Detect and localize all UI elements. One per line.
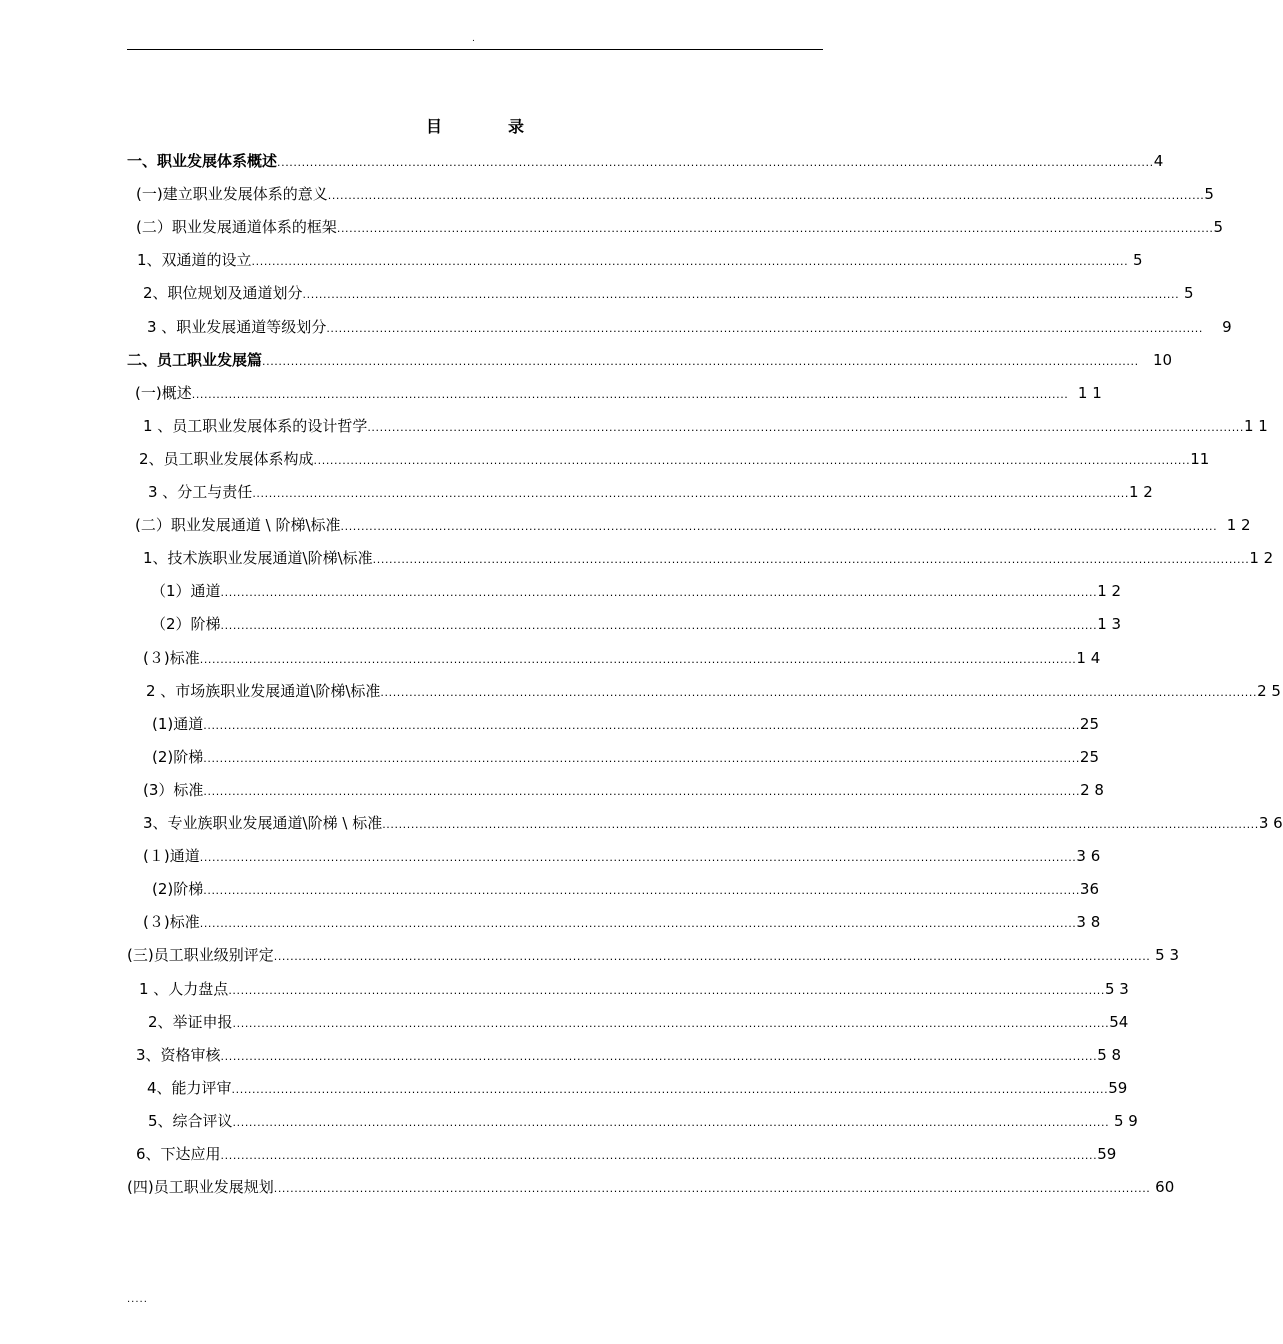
toc-entry-page: 9 [1203, 317, 1232, 336]
toc-entry-page: 5 [1204, 185, 1214, 204]
toc-entry[interactable] [143, 414, 1268, 438]
toc-entry-text: (三)员工职业级别评定 [127, 946, 274, 965]
toc-entry-text: (二）职业发展通道 \ 阶梯\标准 [135, 516, 341, 535]
toc-entry-page: 5 [1213, 218, 1224, 237]
toc-leader-dots: ...................................................................................................................................................................................................................... [251, 255, 1129, 269]
toc-leader-dots: ...................................................................................................................................................................................................................... [220, 1149, 1098, 1162]
toc-entry-page: 59 [1097, 1145, 1117, 1163]
toc-entry-page: 1 4 [1076, 648, 1101, 667]
toc-leader-dots: ...................................................................................................................................................................................................................... [273, 1182, 1151, 1196]
toc-leader-dots: ...................................................................................................................................................................................................................... [372, 553, 1250, 567]
toc-entry-page: 2 8 [1080, 780, 1104, 799]
toc-entry-text: 6、下达应用 [136, 1145, 221, 1163]
toc-entry[interactable] [136, 1043, 1122, 1067]
toc-entry[interactable] [143, 281, 1194, 305]
toc-entry-page: 60 [1150, 1178, 1175, 1197]
toc-title-right: 录 [508, 117, 525, 136]
toc-entry-text: (１)通道 [143, 847, 200, 866]
toc-leader-dots: ...................................................................................................................................................................................................................... [382, 818, 1259, 831]
toc-entry-page: 36 [1079, 880, 1100, 899]
header-mark: . [472, 34, 475, 44]
toc-leader-dots: ...................................................................................................................................................................................................................... [252, 487, 1129, 500]
toc-entry-page: 5 8 [1097, 1045, 1122, 1064]
toc-entry[interactable] [152, 877, 1100, 901]
toc-entry-page: 1 1 [1244, 416, 1268, 435]
toc-entry[interactable] [135, 381, 1102, 405]
toc-leader-dots: ...................................................................................................................................................................................................................... [203, 784, 1081, 798]
toc-entry-text: 1 、人力盘点 [139, 979, 229, 998]
toc-entry-text: 3、资格审核 [136, 1045, 221, 1064]
toc-entry-text: (一)概述 [135, 383, 192, 402]
toc-leader-dots: ...................................................................................................................................................................................................................... [199, 652, 1077, 666]
toc-entry-page: 5 [1179, 284, 1194, 303]
toc-entry-page: 5 3 [1150, 946, 1180, 965]
toc-entry-text: 2 、市场族职业发展通道\阶梯\标准 [146, 681, 381, 700]
toc-entry-page: 25 [1079, 747, 1100, 766]
toc-entry[interactable] [136, 1142, 1117, 1166]
toc-leader-dots: ...................................................................................................................................................................................................................... [220, 619, 1098, 633]
toc-entry-text: 4、能力评审 [147, 1078, 232, 1097]
toc-entry-text: (3）标准 [143, 780, 204, 799]
toc-leader-dots: ...................................................................................................................................................................................................................... [262, 354, 1139, 368]
toc-entry[interactable] [127, 943, 1180, 967]
toc-entry-page: 1 2 [1097, 582, 1122, 601]
toc-entry-page: 3 6 [1076, 847, 1101, 866]
toc-entry[interactable] [136, 215, 1224, 239]
toc-title-left: 目 [425, 117, 442, 136]
toc-leader-dots: ...................................................................................................................................................................................................................... [336, 222, 1214, 236]
toc-entry[interactable] [152, 745, 1100, 769]
toc-entry-text: （2）阶梯 [151, 615, 221, 634]
toc-entry-text: 一、职业发展体系概述 [127, 152, 278, 170]
toc-leader-dots: ...................................................................................................................................................................................................................... [326, 321, 1203, 335]
toc-leader-dots: ...................................................................................................................................................................................................................... [313, 453, 1191, 467]
toc-entry[interactable] [147, 1076, 1128, 1100]
toc-entry[interactable] [137, 248, 1143, 272]
toc-entry[interactable] [151, 579, 1122, 603]
toc-leader-dots: ...................................................................................................................................................................................................................... [231, 1082, 1109, 1096]
toc-entry-text: 二、员工职业发展篇 [127, 350, 263, 369]
toc-entry[interactable] [143, 778, 1104, 802]
toc-entry-text: (３)标准 [143, 913, 200, 932]
toc-entry-page: 1 1 [1068, 383, 1102, 402]
toc-leader-dots: ...................................................................................................................................................................................................................... [340, 520, 1218, 534]
toc-leader-dots: ...................................................................................................................................................................................................................... [273, 950, 1151, 964]
toc-entry-text: (四)员工职业发展规划 [127, 1178, 274, 1197]
toc-entry-text: (一)建立职业发展体系的意义 [136, 185, 328, 204]
toc-entry-page: 25 [1079, 714, 1100, 733]
toc-entry-text: 1、技术族职业发展通道\阶梯\标准 [143, 549, 373, 568]
toc-entry-text: 3 、职业发展通道等级划分 [147, 317, 327, 336]
toc-entry[interactable] [139, 447, 1210, 471]
toc-entry-text: 3、专业族职业发展通道\阶梯 \ 标准 [143, 814, 383, 832]
toc-leader-dots: ...................................................................................................................................................................................................................... [367, 420, 1244, 434]
toc-entry-text: 1 、员工职业发展体系的设计哲学 [143, 416, 368, 435]
toc-entry-page: 4 [1153, 152, 1164, 170]
toc-entry-text: 1、双通道的设立 [137, 251, 252, 270]
toc-entry[interactable] [136, 182, 1214, 206]
toc-entry-page: 1 2 [1217, 516, 1251, 535]
toc-leader-dots: ...................................................................................................................................................................................................................... [199, 917, 1077, 931]
toc-entry[interactable] [143, 646, 1101, 670]
toc-leader-dots: ...................................................................................................................................................................................................................... [228, 983, 1105, 997]
toc-entry[interactable] [139, 977, 1129, 1001]
toc-leader-dots: ...................................................................................................................................................................................................................... [302, 288, 1180, 302]
toc-leader-dots: ...................................................................................................................................................................................................................... [203, 751, 1080, 765]
toc-leader-dots: ...................................................................................................................................................................................................................... [203, 718, 1080, 732]
toc-entry-text: (３)标准 [143, 648, 200, 667]
toc-entry-page: 5 9 [1109, 1111, 1138, 1130]
toc-entry[interactable] [143, 844, 1101, 868]
toc-entry[interactable] [127, 149, 1164, 173]
toc-entry-text: 2、职位规划及通道划分 [143, 284, 303, 303]
toc-entry[interactable] [148, 1109, 1138, 1133]
toc-leader-dots: ...................................................................................................................................................................................................................... [199, 851, 1077, 865]
toc-entry[interactable] [127, 348, 1173, 372]
toc-entry-text: 2、举证申报 [148, 1012, 233, 1031]
toc-leader-dots: ...................................................................................................................................................................................................................... [220, 1049, 1098, 1063]
toc-entry[interactable] [143, 910, 1101, 934]
toc-entry-text: 3 、分工与责任 [148, 483, 253, 501]
toc-entry[interactable] [127, 1175, 1175, 1199]
toc-leader-dots: ...................................................................................................................................................................................................................... [327, 189, 1205, 203]
toc-entry[interactable] [147, 315, 1232, 339]
toc-entry-page: 3 8 [1076, 913, 1101, 932]
toc-entry-page: 1 2 [1128, 483, 1153, 501]
toc-entry-text: 2、员工职业发展体系构成 [139, 449, 314, 468]
toc-leader-dots: ...................................................................................................................................................................................................................... [380, 685, 1258, 699]
toc-entry-page: 1 2 [1249, 549, 1274, 568]
toc-entry-page: 11 [1190, 449, 1210, 468]
toc-leader-dots: ...................................................................................................................................................................................................................... [232, 1115, 1110, 1129]
toc-entry-text: 5、综合评议 [148, 1111, 233, 1130]
toc-entry-page: 2 5 [1257, 681, 1281, 700]
toc-entry[interactable] [135, 513, 1251, 537]
toc-entry-page: 1 3 [1097, 615, 1122, 634]
toc-entry[interactable] [152, 712, 1100, 736]
toc-entry[interactable] [148, 480, 1153, 504]
toc-entry-text: (2)阶梯 [152, 747, 204, 766]
toc-entry-page: 3 6 [1258, 814, 1283, 832]
toc-entry[interactable] [146, 679, 1281, 703]
toc-entry-page: 5 [1128, 251, 1143, 270]
toc-entry[interactable] [143, 546, 1274, 570]
toc-entry-page: 59 [1108, 1078, 1128, 1097]
toc-entry-text: (二）职业发展通道体系的框架 [136, 218, 337, 237]
toc-entry-page: 5 3 [1104, 979, 1129, 998]
toc-leader-dots: ...................................................................................................................................................................................................................... [220, 586, 1098, 600]
toc-entry-text: （1）通道 [151, 582, 221, 601]
footer-mark: ..... [127, 1294, 148, 1305]
toc-entry-text: (1)通道 [152, 714, 204, 733]
toc-leader-dots: ...................................................................................................................................................................................................................... [203, 884, 1080, 898]
toc-entry[interactable] [151, 612, 1122, 636]
toc-entry[interactable] [143, 811, 1283, 835]
toc-leader-dots: ...................................................................................................................................................................................................................... [232, 1016, 1110, 1030]
toc-leader-dots: ...................................................................................................................................................................................................................... [191, 387, 1069, 401]
toc-entry[interactable] [148, 1010, 1129, 1034]
toc-leader-dots: ...................................................................................................................................................................................................................... [277, 156, 1154, 169]
toc-entry-page: 54 [1109, 1012, 1129, 1031]
toc-entry-text: (2)阶梯 [152, 880, 204, 899]
toc-entry-page: 10 [1138, 350, 1173, 369]
